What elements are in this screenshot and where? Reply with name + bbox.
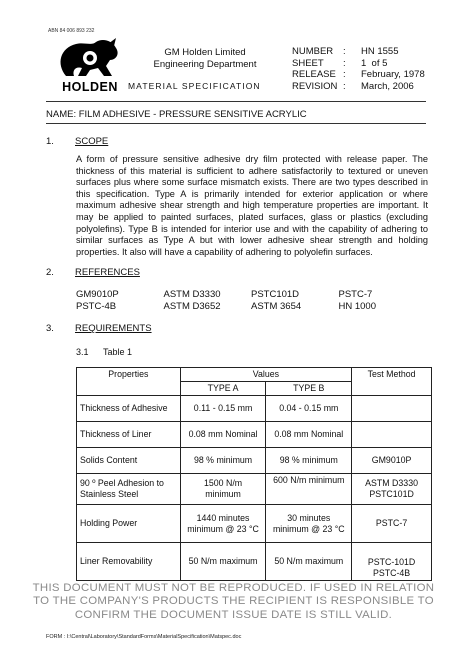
property-cell: Thickness of Liner xyxy=(77,422,181,448)
references-list xyxy=(76,289,426,312)
document-type-title: MATERIAL SPECIFICATION xyxy=(128,81,261,91)
type-a-cell: 98 % minimum xyxy=(180,448,266,474)
company-name: GM Holden Limited xyxy=(164,47,246,58)
meta-value: March, 2006 xyxy=(361,80,414,92)
section-title: REQUIREMENTS xyxy=(75,323,152,334)
meta-key: SHEET xyxy=(292,57,324,69)
header-type-a: TYPE A xyxy=(180,382,266,396)
type-a-cell: 1500 N/m minimum xyxy=(180,474,266,505)
section-heading-references xyxy=(46,267,140,278)
meta-value: February, 1978 xyxy=(361,69,425,80)
property-cell: Thickness of Adhesive xyxy=(77,396,181,422)
reference-row xyxy=(76,301,426,313)
reference-item: PSTC101D xyxy=(251,289,300,300)
reference-item: ASTM D3652 xyxy=(163,300,221,312)
meta-row xyxy=(292,58,425,70)
meta-key: REVISION xyxy=(292,80,338,92)
header-test-method: Test Method xyxy=(352,368,432,396)
table-row xyxy=(77,474,432,505)
method-cell xyxy=(352,422,432,448)
property-cell: Solids Content xyxy=(77,448,181,474)
name-divider xyxy=(46,123,426,124)
reference-item: GM9010P xyxy=(76,289,119,300)
section-heading-scope xyxy=(46,136,108,147)
scope-paragraph: A form of pressure sensitive adhesive dry film protected with release paper. The thickness of this material is sufficient to adhere satisfactorily to textured or uneven surfaces plus where some surface mismatch exists. There are two types described in this specification. Type A is primarily intended for exterior application or where maximum adhesive shear strength and high temperature properties are important. It may be applied to painted surfaces, plated surfaces, glass or plastics (excluding polyolefins). Type B is intended for interior use and with the capability of adhering to similar surfaces as Type A but with lower adhesive shear strength and holding properties. It also will have a capability of adhering to polyolefin surfaces. xyxy=(76,154,428,257)
type-a-cell: 50 N/m maximum xyxy=(180,543,266,581)
property-cell: 90 º Peel Adhesion to Stainless Steel xyxy=(77,474,181,505)
property-cell: Holding Power xyxy=(77,505,181,543)
section-number: 1. xyxy=(46,136,54,147)
table-caption xyxy=(76,347,132,357)
type-b-cell: 600 N/m minimum xyxy=(266,474,352,505)
table-title: Table 1 xyxy=(103,347,133,357)
method-cell: PSTC-7 xyxy=(352,505,432,543)
type-b-cell: 50 N/m maximum xyxy=(266,543,352,581)
section-title: REFERENCES xyxy=(75,267,140,278)
meta-separator: : xyxy=(343,80,346,92)
method-cell: PSTC-101D PSTC-4B xyxy=(352,543,432,581)
table-row xyxy=(77,543,432,581)
reference-row xyxy=(76,289,426,301)
header-divider xyxy=(46,101,426,102)
material-name: NAME: FILM ADHESIVE - PRESSURE SENSITIVE ACRYLIC xyxy=(46,109,307,120)
meta-key: RELEASE xyxy=(292,69,336,80)
table-row xyxy=(77,396,432,422)
document-meta xyxy=(292,46,425,92)
meta-separator: : xyxy=(343,57,346,69)
method-cell xyxy=(352,396,432,422)
section-number: 3. xyxy=(46,323,54,334)
header-properties: Properties xyxy=(77,368,181,396)
reference-item: ASTM D3330 xyxy=(163,289,221,300)
meta-row xyxy=(292,46,425,58)
property-cell: Liner Removability xyxy=(77,543,181,581)
reproduction-notice xyxy=(10,582,457,622)
meta-row xyxy=(292,69,425,81)
type-b-cell: 0.04 - 0.15 mm xyxy=(266,396,352,422)
reference-item: PSTC-4B xyxy=(76,300,117,312)
type-a-cell: 0.11 - 0.15 mm xyxy=(180,396,266,422)
reference-item: HN 1000 xyxy=(338,300,376,312)
meta-separator: : xyxy=(343,69,346,80)
type-b-cell: 0.08 mm Nominal xyxy=(266,422,352,448)
table-row xyxy=(77,422,432,448)
form-path: FORM : I:\Central\Laboratory\StandardForms\MaterialSpecification\Matspec.doc xyxy=(46,634,242,640)
meta-row xyxy=(292,81,425,93)
department-name: Engineering Department xyxy=(153,59,257,70)
reference-item: ASTM 3654 xyxy=(251,300,302,312)
table-header-row xyxy=(77,368,432,382)
meta-key: NUMBER xyxy=(292,46,334,57)
type-b-cell: 98 % minimum xyxy=(266,448,352,474)
notice-line: TO THE COMPANY'S PRODUCTS THE RECIPIENT IS RESPONSIBLE TO xyxy=(33,595,434,608)
section-heading-requirements xyxy=(46,323,152,334)
holden-wordmark: HOLDEN xyxy=(62,80,118,94)
type-a-cell: 1440 minutes minimum @ 23 °C xyxy=(180,505,266,543)
header-type-b: TYPE B xyxy=(266,382,352,396)
type-b-cell: 30 minutes minimum @ 23 °C xyxy=(266,505,352,543)
table-row xyxy=(77,505,432,543)
section-title: SCOPE xyxy=(75,136,109,147)
table-row xyxy=(77,448,432,474)
notice-line: CONFIRM THE DOCUMENT ISSUE DATE IS STILL VALID. xyxy=(74,608,393,621)
abn-number: ABN 84 006 893 232 xyxy=(48,28,95,34)
method-cell: GM9010P xyxy=(352,448,432,474)
type-a-cell: 0.08 mm Nominal xyxy=(180,422,266,448)
table-number: 3.1 xyxy=(76,347,89,357)
meta-separator: : xyxy=(343,46,346,57)
method-cell: ASTM D3330 PSTC101D xyxy=(352,474,432,505)
meta-value: 1 of 5 xyxy=(361,57,388,69)
meta-value: HN 1555 xyxy=(361,46,399,57)
section-number: 2. xyxy=(46,267,54,278)
reference-item: PSTC-7 xyxy=(338,289,373,300)
notice-line: THIS DOCUMENT MUST NOT BE REPRODUCED. IF USED IN RELATION xyxy=(32,582,435,594)
requirements-table xyxy=(76,367,432,581)
header-values: Values xyxy=(180,368,351,382)
company-block xyxy=(142,47,268,71)
